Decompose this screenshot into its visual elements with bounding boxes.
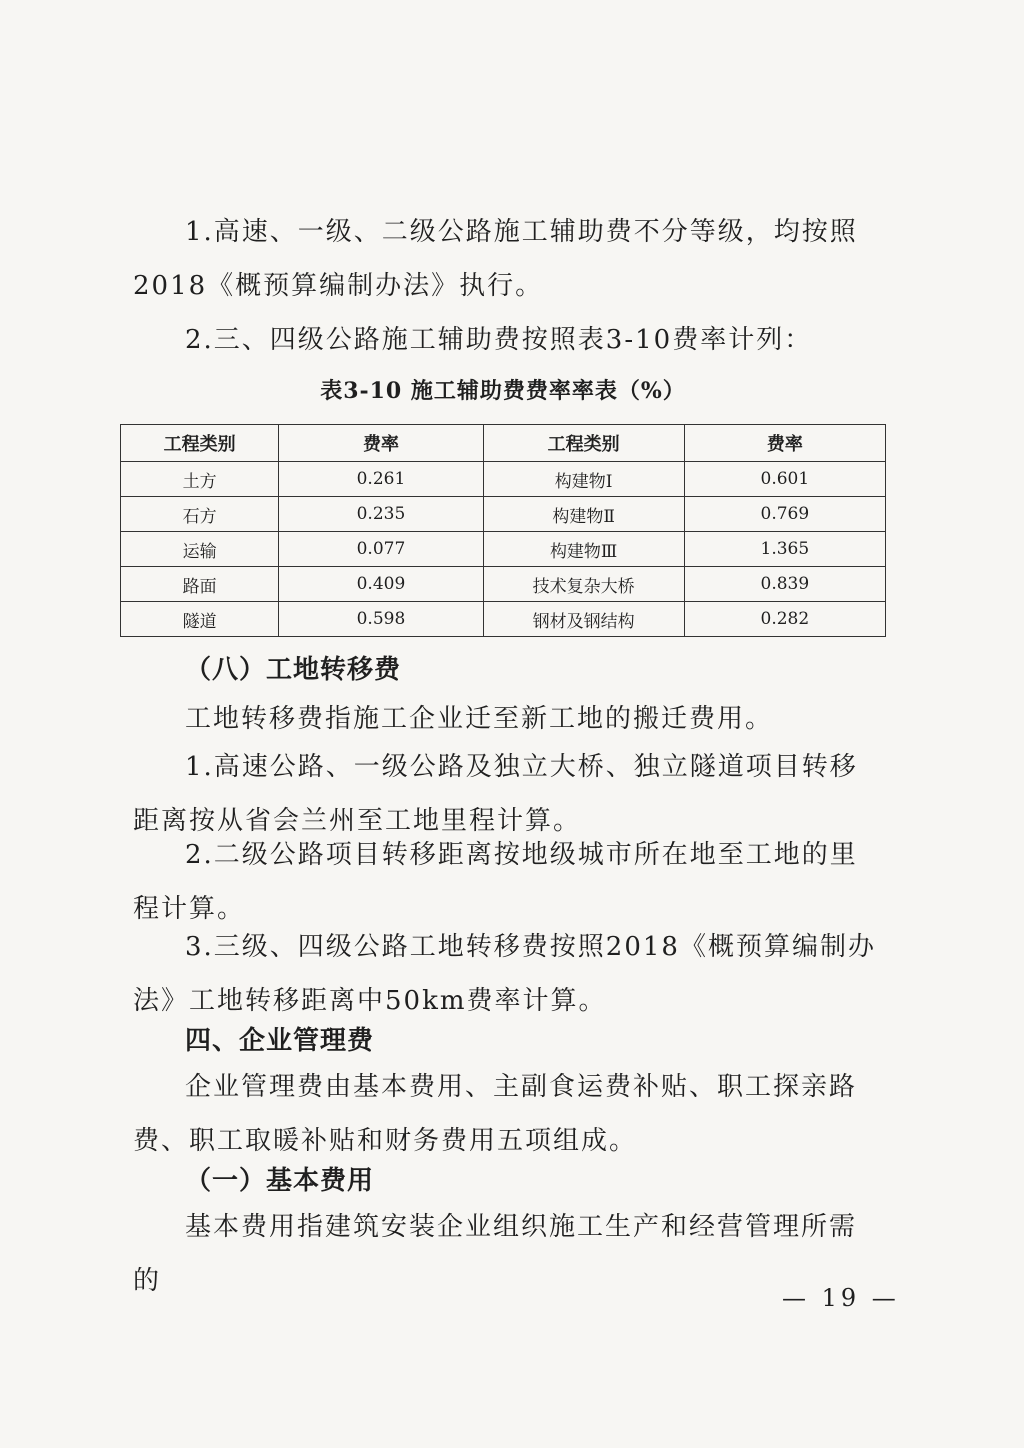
section-heading-basic-fee: （一）基本费用 bbox=[185, 1166, 375, 1196]
table-cell: 0.077 bbox=[279, 532, 483, 567]
table-cell: 钢材及钢结构 bbox=[483, 602, 684, 637]
paragraph-transfer-distance-1: 1.高速公路、一级公路及独立大桥、独立隧道项目转移距离按从省会兰州至工地里程计算。 bbox=[133, 752, 858, 836]
section-heading-site-transfer: （八）工地转移费 bbox=[185, 655, 402, 685]
table-cell: 运输 bbox=[121, 532, 279, 567]
column-header: 工程类别 bbox=[121, 425, 279, 462]
paragraph-transfer-distance-2: 2.二级公路项目转移距离按地级城市所在地至工地的里程计算。 bbox=[133, 840, 858, 924]
paragraph-basic-fee-definition: 基本费用指建筑安装企业组织施工生产和经营管理所需的 bbox=[133, 1212, 858, 1296]
paragraph-expressway-aux-fee: 1.高速、一级、二级公路施工辅助费不分等级，均按照2018《概预算编制办法》执行。 bbox=[133, 217, 858, 301]
table-cell: 0.235 bbox=[279, 497, 483, 532]
table-cell: 0.839 bbox=[684, 567, 885, 602]
column-header: 费率 bbox=[279, 425, 483, 462]
column-header: 费率 bbox=[684, 425, 885, 462]
table-cell: 0.601 bbox=[684, 462, 885, 497]
paragraph-grade34-aux-fee: 2.三、四级公路施工辅助费按照表3-10费率计列： bbox=[185, 325, 813, 355]
table-row bbox=[121, 532, 886, 567]
table-title: 表3-10 施工辅助费费率率表（%） bbox=[320, 378, 686, 404]
table-row bbox=[121, 602, 886, 637]
table-cell: 隧道 bbox=[121, 602, 279, 637]
table-cell: 构建物Ⅲ bbox=[483, 532, 684, 567]
table-cell: 构建物Ⅰ bbox=[483, 462, 684, 497]
column-header: 工程类别 bbox=[483, 425, 684, 462]
table-row bbox=[121, 497, 886, 532]
page-number: — 19 — bbox=[782, 1284, 900, 1312]
table-cell: 0.769 bbox=[684, 497, 885, 532]
table-cell: 构建物Ⅱ bbox=[483, 497, 684, 532]
table-cell: 技术复杂大桥 bbox=[483, 567, 684, 602]
aux-fee-rate-table bbox=[120, 424, 886, 637]
paragraph-transfer-distance-3: 3.三级、四级公路工地转移费按照2018《概预算编制办法》工地转移距离中50km费率计算。 bbox=[133, 932, 876, 1016]
table-header-row bbox=[121, 425, 886, 462]
table-cell: 0.261 bbox=[279, 462, 483, 497]
table-cell: 石方 bbox=[121, 497, 279, 532]
table-row bbox=[121, 462, 886, 497]
table-cell: 0.282 bbox=[684, 602, 885, 637]
table-cell: 路面 bbox=[121, 567, 279, 602]
table-cell: 1.365 bbox=[684, 532, 885, 567]
paragraph-site-transfer-definition: 工地转移费指施工企业迁至新工地的搬迁费用。 bbox=[185, 704, 774, 734]
table-cell: 0.409 bbox=[279, 567, 483, 602]
section-heading-enterprise-mgmt: 四、企业管理费 bbox=[185, 1026, 375, 1056]
table-row bbox=[121, 567, 886, 602]
table-cell: 0.598 bbox=[279, 602, 483, 637]
paragraph-enterprise-mgmt-composition: 企业管理费由基本费用、主副食运费补贴、职工探亲路费、职工取暖补贴和财务费用五项组成。 bbox=[133, 1072, 858, 1156]
table-cell: 土方 bbox=[121, 462, 279, 497]
